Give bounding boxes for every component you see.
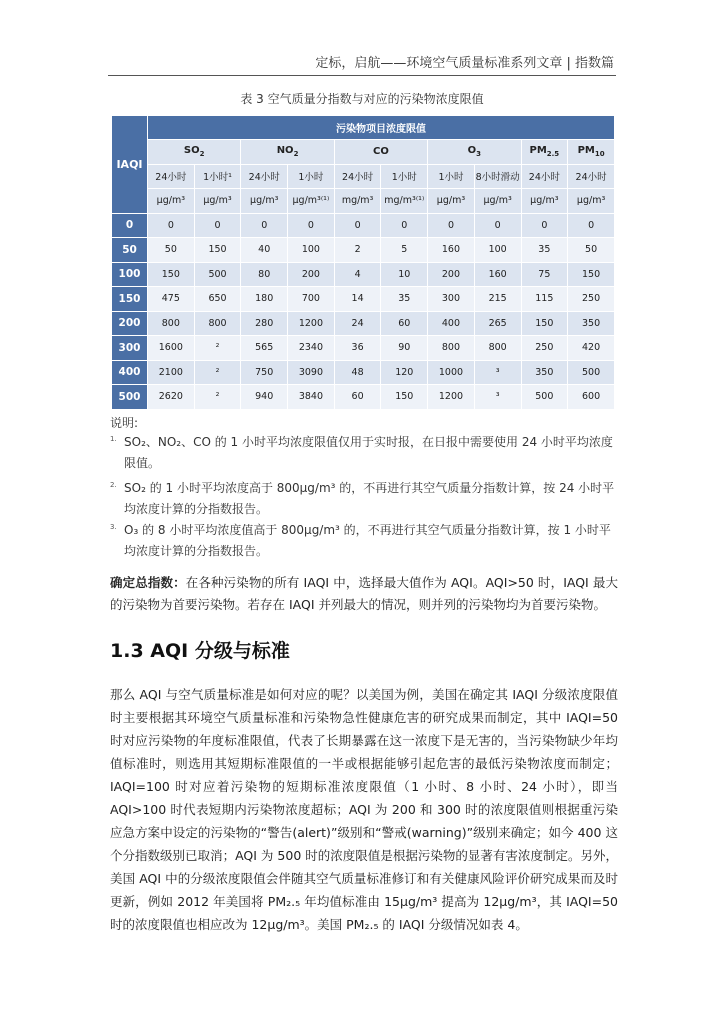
table-cell: 10 [381,262,428,287]
pollutant-name: NO [276,145,294,157]
pollutant-name: PM [529,145,547,157]
table-cell: 1600 [148,336,195,361]
table-cell: 800 [474,336,521,361]
table-cell: 750 [241,360,288,385]
table-cell: 2100 [148,360,195,385]
table-cell: 60 [381,311,428,336]
table-cell: 2340 [288,336,335,361]
table-cell: 50 [148,238,195,263]
iaqi-row-header: 500 [112,385,148,410]
table-cell: ² [194,385,241,410]
pollutant-header [428,140,521,165]
table-cell: 160 [428,238,475,263]
note-number: 1. [110,435,117,443]
table-cell: 265 [474,311,521,336]
table-cell: 35 [381,287,428,312]
pollutant-name: CO [373,146,389,158]
unit-header-cell: μg/m³ [194,189,241,214]
table-cell: 1200 [428,385,475,410]
note-number: 2. [110,481,117,489]
table-cell: 40 [241,238,288,263]
table-cell: 0 [568,213,615,238]
table-cell: 600 [568,385,615,410]
table-cell: 500 [194,262,241,287]
table-cell: 90 [381,336,428,361]
table-cell: 150 [521,311,568,336]
unit-header-row [112,189,615,214]
pollutant-subscript: 10 [594,150,605,159]
note-number: 3. [110,523,117,531]
iaqi-row-header: 100 [112,262,148,287]
table-cell: 36 [334,336,381,361]
table-cell: 120 [381,360,428,385]
table-cell: 2620 [148,385,195,410]
table-cell: 200 [428,262,475,287]
table-cell: 0 [194,213,241,238]
table-cell: 180 [241,287,288,312]
table-cell: 115 [521,287,568,312]
table-cell: 0 [521,213,568,238]
table-cell: 0 [148,213,195,238]
table-cell: 5 [381,238,428,263]
table-cell: 280 [241,311,288,336]
note-item [110,478,618,520]
note-item [110,432,618,474]
unit-header-cell: μg/m³ [521,189,568,214]
table-cell: 150 [194,238,241,263]
table-cell: 565 [241,336,288,361]
pollutant-header [568,140,615,165]
table-row [112,311,615,336]
iaqi-row-header: 400 [112,360,148,385]
table-cell: 800 [428,336,475,361]
page-header: 定标，启航——环境空气质量标准系列文章 | 指数篇 [315,56,614,71]
table-cell: 35 [521,238,568,263]
pollutant-subscript: 2.5 [546,150,560,159]
table-cell: 350 [521,360,568,385]
table-cell: ³ [474,385,521,410]
unit-header-cell: μg/m³ [241,189,288,214]
table-cell: 475 [148,287,195,312]
table-cell: 420 [568,336,615,361]
pollutant-name: O [467,145,477,157]
aqi-concentration-table [111,115,615,410]
period-header-row [112,164,615,189]
pollutant-header [241,140,334,165]
pollutant-subscript: 3 [476,150,481,159]
table-cell: 150 [148,262,195,287]
pollutant-subscript: 2 [199,150,205,159]
note-text: SO₂、NO₂、CO 的 1 小时平均浓度限值仅用于实时报，在日报中需要使用 24 小时平均浓度限值。 [124,435,613,470]
table-cell: 250 [521,336,568,361]
period-header-cell: 1小时 [381,164,428,189]
table-caption: 表 3 空气质量分指数与对应的污染物浓度限值 [240,92,484,106]
total-index-label: 确定总指数： [110,575,186,590]
period-header-cell: 1小时 [428,164,475,189]
unit-header-cell: μg/m³ [568,189,615,214]
pollutant-header-row [112,140,615,165]
table-cell: 350 [568,311,615,336]
table-cell: 24 [334,311,381,336]
table-cell: 1000 [428,360,475,385]
header-divider [108,75,616,76]
unit-header-cell: mg/m³ [334,189,381,214]
period-header-cell: 1小时 [288,164,335,189]
unit-header-cell: μg/m³ [148,189,195,214]
table-cell: 0 [381,213,428,238]
period-header-cell: 24小时 [568,164,615,189]
table-group-title: 污染物项目浓度限值 [148,116,615,140]
period-header-cell: 24小时 [521,164,568,189]
notes-title: 说明: [110,416,139,430]
pollutant-header [148,140,241,165]
table-row [112,360,615,385]
pollutant-header [521,140,568,165]
table-cell: 0 [288,213,335,238]
note-text: O₃ 的 8 小时平均浓度值高于 800μg/m³ 的，不再进行其空气质量分指数计算，按 1 小时平均浓度计算的分指数报告。 [124,523,611,558]
table-row [112,287,615,312]
table-cell: 75 [521,262,568,287]
table-cell: 60 [334,385,381,410]
iaqi-row-header: 150 [112,287,148,312]
iaqi-row-header: 0 [112,213,148,238]
table-cell: 50 [568,238,615,263]
unit-header-cell: μg/m³ [428,189,475,214]
table-cell: 1200 [288,311,335,336]
table-cell: 200 [288,262,335,287]
period-header-cell: 24小时 [241,164,288,189]
iaqi-row-header: 300 [112,336,148,361]
pollutant-name: PM [577,145,595,157]
table-cell: 100 [474,238,521,263]
section-body-paragraph: 那么 AQI 与空气质量标准是如何对应的呢？以美国为例，美国在确定其 IAQI 分级浓度限值时主要根据其环境空气质量标准和污染物急性健康危害的研究成果而制定，其中 IAQI=50 时对应污染物的年度标准限值，代表了长期暴露在这一浓度下是无害的，当污染物缺少年均值标准时，则选用其短期标准限值的一半或根据能够引起危害的最低污染物浓度而制定；IAQI=100 时对应着污染物的短期标准浓度限值（1 小时、8 小时、24 小时），即当 AQI>100 时代表短期内污染物浓度超标；AQI 为 200 和 300 时的浓度限值则根据重污染应急方案中设定的污染物的“警告(alert)”级别和“警戒(warning)”级别来确定；如今 400 这个分指数级别已取消；AQI 为 500 时的浓度限值是根据污染物的显著有害浓度制定。另外，美国 AQI 中的分级浓度限值会伴随其空气质量标准修订和有关健康风险评价研究成果而及时更新，例如 2012 年美国将 PM₂.₅ 年均值标准由 15μg/m³ 提高为 12μg/m³，其 IAQI=50 时的浓度限值也相应改为 12μg/m³。美国 PM₂.₅ 的 IAQI 分级情况如表 4。 [110,687,618,932]
unit-header-cell: mg/m³⁽¹⁾ [381,189,428,214]
table-cell: ² [194,336,241,361]
table-cell: 3840 [288,385,335,410]
table-cell: 215 [474,287,521,312]
table-cell: 400 [428,311,475,336]
table-cell: 940 [241,385,288,410]
note-item [110,520,618,562]
period-header-cell: 24小时 [148,164,195,189]
table-row [112,238,615,263]
table-row [112,385,615,410]
table-row [112,262,615,287]
pollutant-header [334,140,427,165]
table-cell: 500 [521,385,568,410]
table-cell: 100 [288,238,335,263]
total-index-text: 在各种污染物的所有 IAQI 中，选择最大值作为 AQI。AQI>50 时，IAQI 最大的污染物为首要污染物。若存在 IAQI 并列最大的情况，则并列的污染物均为首要污染物。 [110,575,618,612]
table-cell: 800 [194,311,241,336]
table-cell: 700 [288,287,335,312]
table-cell: 0 [474,213,521,238]
table-cell: 250 [568,287,615,312]
table-cell: 800 [148,311,195,336]
table-cell: 2 [334,238,381,263]
period-header-cell: 24小时 [334,164,381,189]
pollutant-name: SO [183,145,200,157]
table-cell: 300 [428,287,475,312]
table-cell: 650 [194,287,241,312]
table-cell: 48 [334,360,381,385]
table-cell: 0 [241,213,288,238]
iaqi-row-header: 50 [112,238,148,263]
table-cell: 500 [568,360,615,385]
table-cell: ³ [474,360,521,385]
period-header-cell: 1小时¹ [194,164,241,189]
table-cell: 4 [334,262,381,287]
table-cell: ² [194,360,241,385]
table-row [112,213,615,238]
unit-header-cell: μg/m³⁽¹⁾ [288,189,335,214]
table-cell: 150 [568,262,615,287]
table-cell: 14 [334,287,381,312]
period-header-cell: 8小时滑动 [474,164,521,189]
unit-header-cell: μg/m³ [474,189,521,214]
note-text: SO₂ 的 1 小时平均浓度高于 800μg/m³ 的，不再进行其空气质量分指数计算，按 24 小时平均浓度计算的分指数报告。 [124,481,615,516]
table-row [112,336,615,361]
table-cell: 80 [241,262,288,287]
table-cell: 0 [428,213,475,238]
table-cell: 0 [334,213,381,238]
table-cell: 3090 [288,360,335,385]
total-index-paragraph [110,572,618,616]
table-corner-iaqi: IAQI [112,116,148,214]
pollutant-subscript: 2 [293,150,299,159]
section-heading: 1.3 AQI 分级与标准 [110,640,290,662]
iaqi-row-header: 200 [112,311,148,336]
table-cell: 150 [381,385,428,410]
table-cell: 160 [474,262,521,287]
